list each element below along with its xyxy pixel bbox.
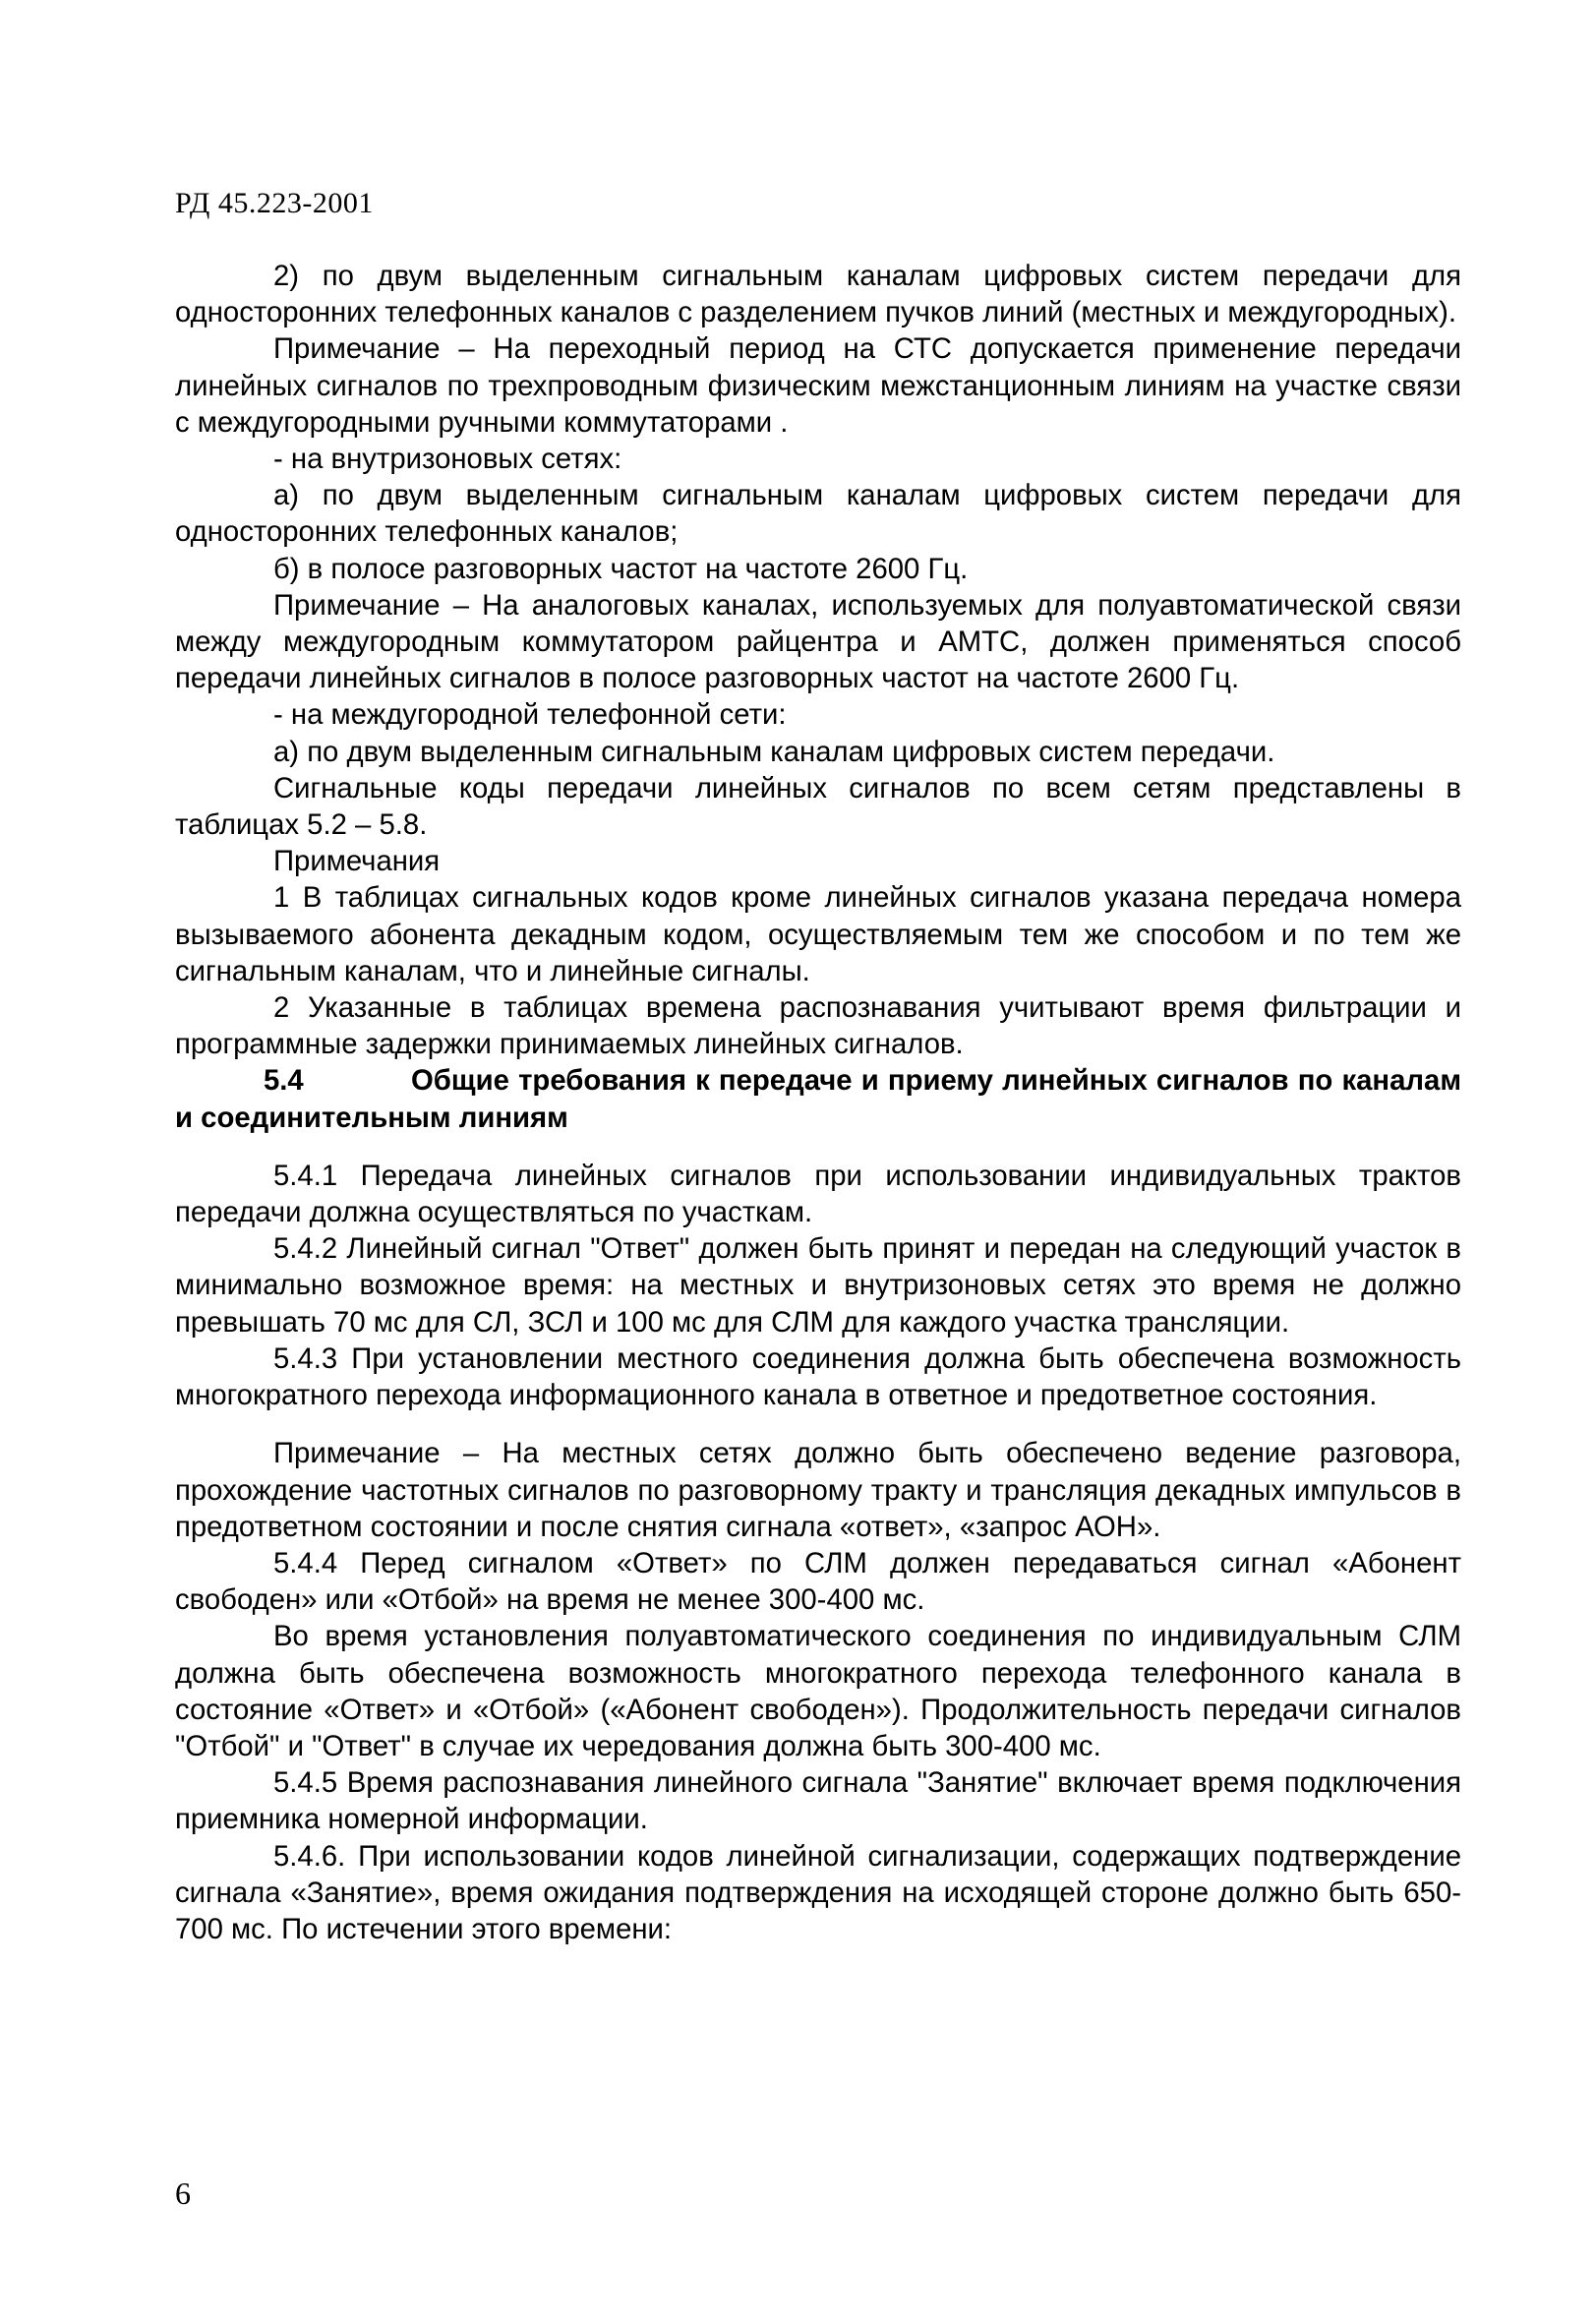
clause-5-4-4: 5.4.4 Перед сигналом «Ответ» по СЛМ должен передаваться сигнал «Абонент свободен» или «Отбой» на время не менее 300-400 мс. bbox=[175, 1546, 1461, 1617]
clause-5-4-2: 5.4.2 Линейный сигнал "Ответ" должен быть принят и передан на следующий участок в минимально возможное время: на местных и внутризоновых сетях это время не должно превышать 70 мс для СЛ, ЗСЛ и 100 мс для СЛМ для каждого участка трансляции. bbox=[175, 1232, 1461, 1339]
page-number: 6 bbox=[175, 2175, 191, 2211]
note-local-networks: Примечание – На местных сетях должно быть обеспечено ведение разговора, прохождение частотных сигналов по разговорному тракту и трансляция декадных импульсов в предответном состоянии и после снятия сигнала «ответ», «запрос АОН». bbox=[175, 1437, 1461, 1543]
paragraph-item-a-intrazonal: а) по двум выделенным сигнальным каналам цифровых систем передачи для односторонних телефонных каналов; bbox=[175, 479, 1461, 549]
list-heading-long-distance: - на междугородной телефонной сети: bbox=[273, 698, 787, 732]
note-analog-channels: Примечание – На аналоговых каналах, используемых для полуавтоматической связи между междугородным коммутатором райцентра и АМТС, должен применяться способ передачи линейных сигналов в полосе разговорных частот на частоте 2600 Гц. bbox=[175, 588, 1461, 695]
paragraph-item-a-long-distance: а) по двум выделенным сигнальным каналам цифровых систем передачи. bbox=[273, 735, 1275, 768]
paragraph-item-2: 2) по двум выделенным сигнальным каналам цифровых систем передачи для односторонних телефонных каналов с разделением пучков линий (местных и междугородных). bbox=[175, 260, 1461, 329]
clause-5-4-3: 5.4.3 При установлении местного соединения должна быть обеспечена возможность многократного перехода информационного канала в ответное и предответное состояния. bbox=[175, 1341, 1461, 1412]
section-number: 5.4 bbox=[264, 1064, 304, 1098]
document-id-header: РД 45.223-2001 bbox=[175, 187, 374, 219]
clause-5-4-6: 5.4.6. При использовании кодов линейной сигнализации, содержащих подтверждение сигнала «Занятие», время ожидания подтверждения на исходящей стороне должно быть 650-700 мс. По истечении этого времени: bbox=[175, 1839, 1461, 1945]
document-body bbox=[175, 258, 1461, 1947]
note-1: 1 В таблицах сигнальных кодов кроме линейных сигналов указана передача номера вызываемого абонента декадным кодом, осуществляемым тем же способом и по тем же сигнальным каналам, что и линейные сигналы. bbox=[175, 881, 1461, 987]
section-title: Общие требования к передаче и приему линейных сигналов по каналам и соединительным линиям bbox=[175, 1064, 1461, 1134]
clause-5-4-5: 5.4.5 Время распознавания линейного сигнала "Занятие" включает время подключения приемника номерной информации. bbox=[175, 1766, 1461, 1836]
notes-heading: Примечания bbox=[273, 845, 441, 878]
clause-5-4-1: 5.4.1 Передача линейных сигналов при использовании индивидуальных трактов передачи должна осуществляться по участкам. bbox=[175, 1159, 1461, 1229]
note-2: 2 Указанные в таблицах времена распознавания учитывают время фильтрации и программные задержки принимаемых линейных сигналов. bbox=[175, 991, 1461, 1061]
note-transition-period: Примечание – На переходный период на СТС допускается применение передачи линейных сигналов по трехпроводным физическим межстанционным линиям на участке связи с междугородными ручными коммутаторами . bbox=[175, 332, 1461, 439]
paragraph-signal-codes: Сигнальные коды передачи линейных сигналов по всем сетям представлены в таблицах 5.2 – 5.8. bbox=[175, 771, 1461, 842]
paragraph-semi-automatic: Во время установления полуавтоматического соединения по индивидуальным СЛМ должна быть обеспечена возможность многократного перехода телефонного канала в состояние «Ответ» и «Отбой» («Абонент свободен»). Продолжительность передачи сигналов "Отбой" и "Ответ" в случае их чередования должна быть 300-400 мс. bbox=[175, 1620, 1461, 1762]
section-heading bbox=[175, 1062, 1461, 1135]
list-heading-intrazonal: - на внутризоновых сетях: bbox=[273, 443, 622, 476]
paragraph-item-b-intrazonal: б) в полосе разговорных частот на частоте 2600 Гц. bbox=[273, 552, 969, 585]
